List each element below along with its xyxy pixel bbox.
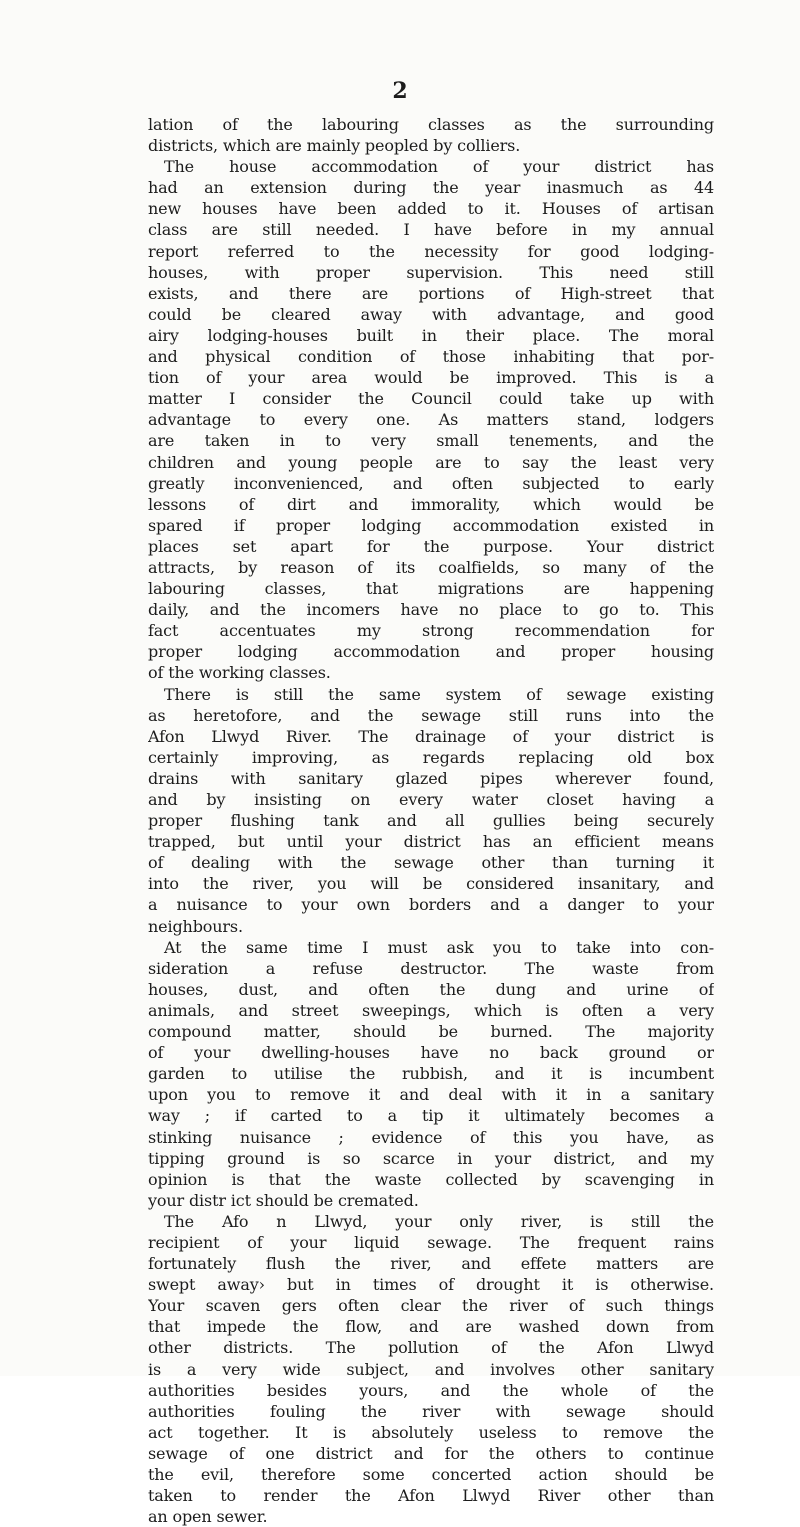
text-line: airy lodging-houses built in their place. The moral xyxy=(148,325,714,345)
text-line: The Afo n Llwyd, your only river, is still the xyxy=(164,1211,714,1231)
text-line: could be cleared away with advantage, and good xyxy=(148,304,714,324)
text-line: tipping ground is so scarce in your district, and my xyxy=(148,1148,714,1168)
text-line: of your dwelling-houses have no back ground or xyxy=(148,1043,714,1063)
text-line: fact accentuates my strong recommendation for xyxy=(148,621,714,641)
text-line: greatly inconvenienced, and often subjected to early xyxy=(148,473,714,493)
text-line: The house accommodation of your district has xyxy=(164,157,714,177)
text-line: trapped, but until your district has an efficient means xyxy=(148,832,714,852)
text-line: other districts. The pollution of the Afon Llwyd xyxy=(148,1338,714,1358)
text-line: of dealing with the sewage other than turning it xyxy=(148,853,714,873)
text-line: and by insisting on every water closet having a xyxy=(148,790,714,809)
page-number: 2 xyxy=(392,78,408,104)
text-line: certainly improving, as regards replacing old box xyxy=(148,747,714,767)
text-line: daily, and the incomers have no place to go to. This xyxy=(148,600,714,620)
text-line: upon you to remove it and deal with it in a sanitary xyxy=(148,1085,714,1105)
text-line: districts, which are mainly peopled by colliers. xyxy=(148,136,521,156)
text-line: labouring classes, that migrations are happening xyxy=(148,579,714,599)
text-line: as heretofore, and the sewage still runs into the xyxy=(148,705,714,725)
text-line: a nuisance to your own borders and a danger to your xyxy=(148,895,714,915)
text-line: compound matter, should be burned. The majority xyxy=(148,1022,714,1042)
text-line: had an extension during the year inasmuch as 44 xyxy=(148,178,714,198)
text-line: authorities besides yours, and the whole of the xyxy=(148,1380,714,1400)
text-line: of the working classes. xyxy=(148,663,331,683)
text-line: exists, and there are portions of High-street that xyxy=(148,283,714,303)
text-line: authorities fouling the river with sewage should xyxy=(148,1401,714,1421)
text-line: an open sewer. xyxy=(148,1507,268,1527)
paragraph xyxy=(148,684,714,937)
text-line: fortunately flush the river, and effete matters are xyxy=(148,1254,714,1274)
text-line: into the river, you will be considered insanitary, and xyxy=(148,874,714,894)
paragraph xyxy=(148,1211,714,1527)
text-line: that impede the flow, and are washed down from xyxy=(148,1317,714,1337)
text-line: opinion is that the waste collected by scavenging in xyxy=(148,1169,714,1189)
text-line: report referred to the necessity for good lodging- xyxy=(148,241,714,261)
paragraph xyxy=(148,114,714,156)
text-line: the evil, therefore some concerted action should be xyxy=(148,1465,714,1484)
text-line: animals, and street sweepings, which is often a very xyxy=(148,1000,714,1020)
text-line: neighbours. xyxy=(148,916,243,936)
body-text xyxy=(148,114,714,1527)
text-line: garden to utilise the rubbish, and it is incumbent xyxy=(148,1064,714,1084)
text-line: There is still the same system of sewage existing xyxy=(164,684,714,704)
text-line: stinking nuisance ; evidence of this you have, as xyxy=(148,1127,714,1147)
paragraph xyxy=(148,937,714,1211)
text-line: swept away› but in times of drought it is otherwise. xyxy=(148,1275,714,1295)
text-line: Afon Llwyd River. The drainage of your district is xyxy=(148,726,714,746)
text-line: your distr ict should be cremated. xyxy=(148,1190,419,1210)
text-line: sideration a refuse destructor. The waste from xyxy=(148,958,714,978)
text-line: proper lodging accommodation and proper housing xyxy=(148,642,714,662)
text-line: lation of the labouring classes as the surrounding xyxy=(148,115,714,134)
text-line: At the same time I must ask you to take into con- xyxy=(164,937,714,957)
text-line: attracts, by reason of its coalfields, so many of the xyxy=(148,557,714,577)
text-line: is a very wide subject, and involves other sanitary xyxy=(148,1359,714,1379)
text-line: houses, with proper supervision. This need still xyxy=(148,262,714,282)
text-line: proper flushing tank and all gullies being securely xyxy=(148,811,714,831)
text-line: sewage of one district and for the others to continue xyxy=(148,1443,714,1463)
text-line: children and young people are to say the least very xyxy=(148,452,714,472)
text-line: tion of your area would be improved. This is a xyxy=(148,368,714,388)
text-line: lessons of dirt and immorality, which would be xyxy=(148,494,714,514)
text-line: Your scaven gers often clear the river of such things xyxy=(148,1296,714,1316)
text-line: new houses have been added to it. Houses of artisan xyxy=(148,199,714,219)
text-line: matter I consider the Council could take up with xyxy=(148,389,714,409)
text-line: and physical condition of those inhabiting that por- xyxy=(148,347,714,367)
text-line: recipient of your liquid sewage. The frequent rains xyxy=(148,1232,714,1252)
text-line: places set apart for the purpose. Your district xyxy=(148,536,714,556)
text-line: taken to render the Afon Llwyd River other than xyxy=(148,1486,714,1506)
text-line: houses, dust, and often the dung and urine of xyxy=(148,979,714,999)
text-line: drains with sanitary glazed pipes wherever found, xyxy=(148,768,714,788)
text-line: spared if proper lodging accommodation existed in xyxy=(148,515,714,535)
paragraph xyxy=(148,156,714,683)
text-line: advantage to every one. As matters stand, lodgers xyxy=(148,410,714,430)
text-line: class are still needed. I have before in my annual xyxy=(148,220,714,240)
text-line: way ; if carted to a tip it ultimately becomes a xyxy=(148,1106,714,1126)
text-line: act together. It is absolutely useless to remove the xyxy=(148,1422,714,1442)
text-line: are taken in to very small tenements, and the xyxy=(148,431,714,451)
